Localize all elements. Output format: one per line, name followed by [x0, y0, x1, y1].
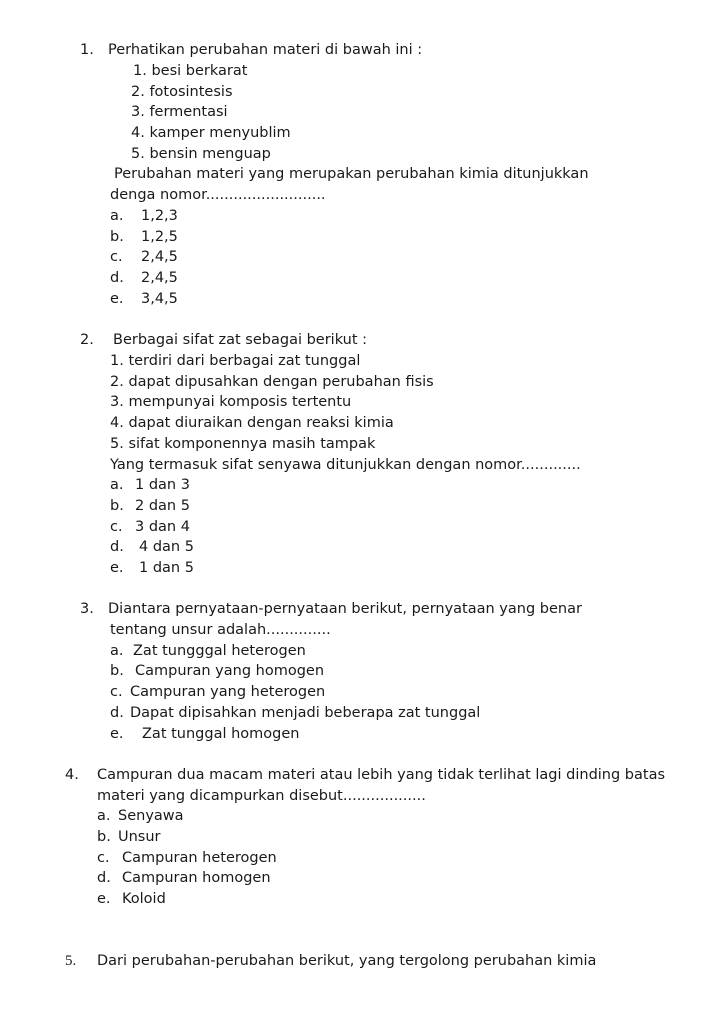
option-text: Campuran homogen [122, 870, 271, 886]
question-number: 2. [80, 332, 94, 348]
question-stem: Dari perubahan-perubahan berikut, yang tergolong perubahan kimia [97, 953, 597, 969]
option-text: 1,2,3 [141, 208, 178, 224]
option-letter: a. [110, 208, 124, 224]
option-text: Campuran heterogen [122, 850, 277, 866]
question-number: 4. [65, 767, 79, 783]
option-letter: e. [110, 291, 124, 307]
option-text: 1 dan 5 [139, 560, 194, 576]
option-letter: d. [110, 270, 124, 286]
option-text: 2 dan 5 [135, 498, 190, 514]
list-item: 1. besi berkarat [133, 63, 248, 79]
question-number: 5. [65, 953, 77, 969]
option-text: 1 dan 3 [135, 477, 190, 493]
list-item: 4. kamper menyublim [131, 125, 291, 141]
option-letter: b. [110, 229, 124, 245]
question-stem: materi yang dicampurkan disebut.................. [97, 788, 426, 804]
option-letter: a. [97, 808, 111, 824]
list-item: 5. sifat komponennya masih tampak [110, 436, 376, 452]
question-stem: tentang unsur adalah.............. [110, 622, 331, 638]
option-text: Zat tunggal homogen [142, 726, 300, 742]
question-prompt: Yang termasuk sifat senyawa ditunjukkan dengan nomor............. [110, 457, 581, 473]
option-text: Unsur [118, 829, 161, 845]
question-stem: Perhatikan perubahan materi di bawah ini : [108, 42, 423, 58]
option-text: 3,4,5 [141, 291, 178, 307]
option-letter: e. [110, 560, 124, 576]
option-letter: c. [110, 249, 123, 265]
option-letter: c. [110, 684, 123, 700]
option-letter: a. [110, 643, 124, 659]
option-letter: c. [97, 850, 110, 866]
question-prompt: Perubahan materi yang merupakan perubahan kimia ditunjukkan [114, 166, 589, 182]
option-letter: c. [110, 519, 123, 535]
option-text: Dapat dipisahkan menjadi beberapa zat tunggal [130, 705, 481, 721]
option-text: 2,4,5 [141, 249, 178, 265]
option-letter: e. [97, 891, 111, 907]
question-number: 1. [80, 42, 94, 58]
option-letter: d. [110, 539, 124, 555]
list-item: 2. fotosintesis [131, 84, 233, 100]
option-text: Campuran yang heterogen [130, 684, 326, 700]
option-text: Senyawa [118, 808, 184, 824]
question-stem: Campuran dua macam materi atau lebih yang tidak terlihat lagi dinding batas [97, 767, 666, 783]
question-prompt: denga nomor.......................... [110, 187, 326, 203]
option-letter: b. [110, 663, 124, 679]
option-letter: b. [97, 829, 111, 845]
list-item: 5. bensin menguap [131, 146, 271, 162]
option-letter: d. [97, 870, 111, 886]
option-text: 4 dan 5 [139, 539, 194, 555]
option-letter: a. [110, 477, 124, 493]
option-text: 2,4,5 [141, 270, 178, 286]
option-letter: b. [110, 498, 124, 514]
question-stem: Berbagai sifat zat sebagai berikut : [113, 332, 368, 348]
list-item: 2. dapat dipusahkan dengan perubahan fisis [110, 374, 434, 390]
question-number: 3. [80, 601, 94, 617]
option-text: Koloid [122, 891, 166, 907]
option-text: Campuran yang homogen [135, 663, 325, 679]
option-text: 3 dan 4 [135, 519, 190, 535]
list-item: 4. dapat diuraikan dengan reaksi kimia [110, 415, 394, 431]
option-text: Zat tungggal heterogen [133, 643, 306, 659]
list-item: 3. fermentasi [131, 104, 228, 120]
option-letter: e. [110, 726, 124, 742]
option-letter: d. [110, 705, 124, 721]
list-item: 3. mempunyai komposis tertentu [110, 394, 352, 410]
option-text: 1,2,5 [141, 229, 178, 245]
question-stem: Diantara pernyataan-pernyataan berikut, pernyataan yang benar [108, 601, 582, 617]
list-item: 1. terdiri dari berbagai zat tunggal [110, 353, 361, 369]
